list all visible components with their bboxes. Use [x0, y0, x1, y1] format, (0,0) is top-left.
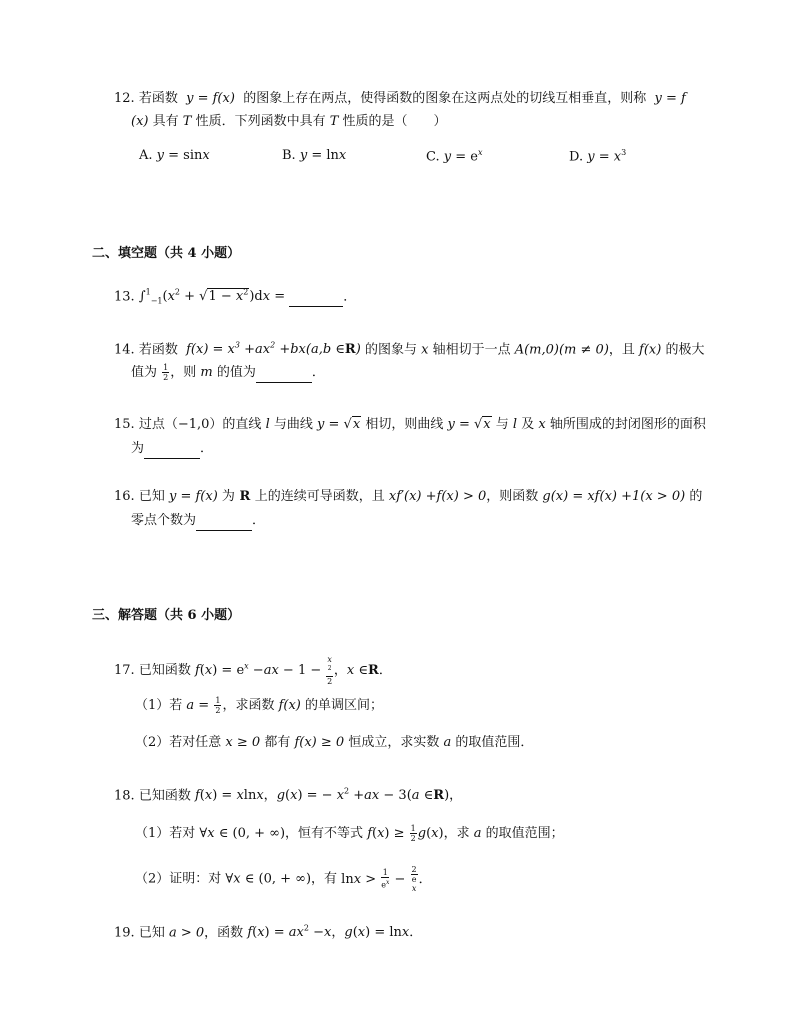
q15-line1 [114, 416, 706, 434]
q15-text: 与 [495, 417, 509, 432]
q17-math: f(x) ≥ 0 [290, 735, 349, 750]
q18-text: ，有 [311, 871, 338, 887]
q14-math: m [196, 365, 217, 380]
q17-math: a [182, 698, 195, 713]
q16-text: 已知 [138, 489, 165, 504]
q15-math: x [534, 417, 550, 432]
q15-text: 及 [521, 417, 535, 432]
q16-answer-blank[interactable] [196, 512, 252, 531]
q17-number: 17. [114, 662, 135, 678]
q15-text: 相切，则曲线 [365, 417, 444, 432]
q12-text: 的图象上存在两点，使得函数的图象在这两点处的切线互相垂直，则称 [243, 91, 647, 106]
q12-text: 若函数 [138, 91, 178, 106]
q19-math: $f(x) = ax^2 -x$，g(x) = lnx． [247, 924, 423, 941]
q16-text: 为 [221, 489, 235, 504]
q12-math: (x) [131, 114, 153, 129]
q17-stem [114, 655, 392, 686]
q18-part2 [135, 865, 432, 893]
q12-choice-b: B. y = lnx [282, 148, 347, 163]
q14-answer-blank[interactable] [256, 364, 312, 383]
q17-text: 的取值范围． [455, 735, 534, 750]
q16-math: R [234, 489, 255, 504]
q14-line1 [114, 337, 704, 359]
q14-text: 的极大 [665, 342, 705, 358]
q16-line2 [131, 512, 265, 531]
q14-number: 14. [114, 342, 135, 358]
q18-math: f(x) ≥ $\frac{1}{2}$ g(x) [367, 824, 444, 843]
q19-text: 已知 [138, 925, 165, 941]
q18-math: ∀x ∈ (0, + ∞) [221, 871, 312, 887]
q15-math: −1,0 [177, 417, 210, 432]
q12-math: y = f(x) [181, 91, 240, 106]
q19-math: a > 0 [164, 925, 205, 941]
q12-text: 性质的是（ ） [342, 114, 447, 129]
q19-number: 19. [114, 925, 135, 941]
q17-part2 [135, 734, 533, 752]
q19-text: ，函数 [204, 925, 244, 941]
q14-math: f(x) [634, 342, 666, 358]
q16-text: ，则函数 [486, 489, 539, 504]
q18-text: ，恒有不等式 [285, 826, 364, 841]
q16-tail: ． [252, 513, 266, 528]
q14-text: 若函数 [138, 342, 178, 358]
q18-text: 已知函数 [138, 788, 191, 804]
q14-text: 轴相切于一点 [432, 342, 511, 358]
q12-math: y = f [650, 91, 686, 106]
q15-math: l [261, 417, 274, 432]
q15-text: 为 [131, 441, 145, 456]
q12-math: T [178, 114, 196, 129]
section-3-heading: 三、解答题（共 6 小题） [92, 608, 241, 623]
q17-math: x ≥ 0 [221, 735, 265, 750]
q15-text: 轴所围成的封闭图形的面积 [549, 417, 706, 432]
q16-math: xf′(x) +f(x) > 0 [384, 489, 487, 504]
q14-fraction: $\frac{1}{2}$ [163, 363, 169, 382]
q17-math: f(x) [274, 698, 306, 713]
q15-text: 过点（ [138, 417, 178, 432]
q14-math: x [416, 342, 433, 358]
q14-line2 [131, 363, 325, 383]
q17-text: 都有 [264, 735, 291, 750]
q14-text: 的图象与 [364, 342, 417, 358]
q18-text: ，求 [443, 826, 470, 841]
q12-text: 性质．下列函数中具有 [195, 114, 326, 129]
q14-text: 值为 [131, 365, 158, 380]
q15-math: y = √x [317, 417, 361, 432]
q15-answer-blank[interactable] [144, 440, 200, 459]
q14-text: ，且 [608, 342, 635, 358]
q16-math: y = f(x) [164, 489, 222, 504]
q16-line1 [114, 488, 702, 506]
q17-text: （2）若对任意 [135, 735, 222, 750]
q17-text: 恒成立，求实数 [348, 735, 440, 750]
q16-text: 的 [689, 489, 703, 504]
q18-stem [114, 783, 462, 805]
q14-math: $f(x) = x^3 +ax^2 +bx(a,b$ ∈R) [181, 341, 365, 358]
q13-math: $\int^1_{-1}(x^2 + √1 - x^2)dx$ = [138, 288, 290, 306]
q18-text: （2）证明：对 [135, 871, 222, 887]
q16-number: 16. [114, 489, 135, 504]
q13-answer-blank[interactable] [289, 288, 343, 307]
q15-math: l [508, 417, 522, 432]
q14-text: 的值为 [216, 365, 256, 380]
q12-line2 [131, 113, 447, 131]
q18-math: ∀x ∈ (0, + ∞) [195, 826, 286, 841]
q13-tail: ． [343, 289, 357, 305]
q16-text: 零点个数为 [131, 513, 197, 528]
q13-number: 13. [114, 289, 135, 305]
q13-line [114, 284, 356, 311]
q18-math: a [469, 826, 486, 841]
q14-tail: ． [311, 365, 325, 380]
q15-text: ）的直线 [209, 417, 262, 432]
q12-math: T [325, 114, 343, 129]
q15-tail: ． [200, 441, 214, 456]
q14-math: A(m,0)(m ≠ 0) [510, 342, 609, 358]
q17-text: 已知函数 [138, 662, 191, 678]
q18-part1 [135, 824, 564, 843]
q12-choice-a: A. y = sinx [139, 148, 210, 163]
q18-math: f(x) = xlnx，g(x) = − $x^2 +ax - 3(a$ ∈R)， [194, 787, 463, 804]
q17-math: $f(x) = e^x -ax - 1$ − x $^2$ 2 ，x ∈R． [194, 655, 392, 686]
q18-text: （1）若对 [135, 826, 196, 841]
q12-line1 [114, 90, 686, 108]
q17-text: ，求函数 [222, 698, 275, 713]
q15-text: 与曲线 [273, 417, 313, 432]
q18-text: 的取值范围； [485, 826, 564, 841]
q15-line2 [131, 440, 213, 459]
q14-text: ，则 [170, 365, 197, 380]
q12-text: 具有 [152, 114, 179, 129]
q16-text: 上的连续可导函数，且 [254, 489, 385, 504]
q17-text: 的单调区间； [305, 698, 384, 713]
section-2-heading: 二、填空题（共 4 小题） [92, 246, 241, 261]
q16-math: g(x) = xf(x) +1(x > 0) [538, 489, 690, 504]
q17-fraction: $\frac{1}{2}$ [215, 696, 221, 715]
q15-number: 15. [114, 417, 135, 432]
q19-stem [114, 920, 422, 942]
q18-number: 18. [114, 788, 135, 804]
q12-choice-c: C. $y = e^x$ [426, 148, 483, 165]
q18-math: lnx > $\frac{1}{e^x}$ − 2 e x ． [337, 865, 432, 893]
q12-choice-d: D. $y = x^3$ [569, 148, 627, 165]
q17-part1: （1）若 a = $\frac{1}{2}$ ，求函数 f(x) 的单调区间； [135, 696, 384, 715]
q17-text: （1）若 [135, 698, 183, 713]
q15-math: y = √x [447, 417, 491, 432]
q17-math: a [439, 735, 456, 750]
q12-number: 12. [114, 91, 135, 106]
